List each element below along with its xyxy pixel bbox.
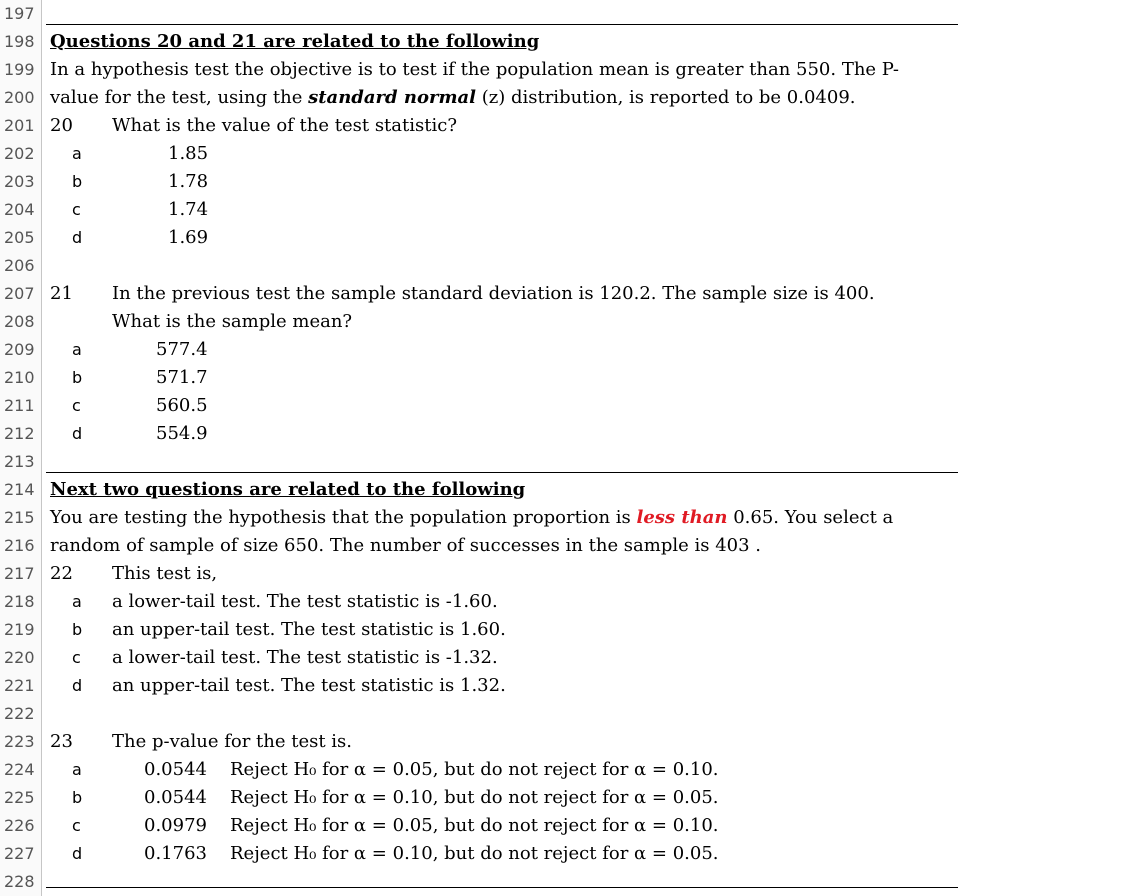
line1-pre: You are testing the hypothesis that the population proportion is: [50, 507, 637, 528]
question-number[interactable]: 22: [50, 563, 73, 584]
option-value[interactable]: an upper-tail test. The test statistic is 1.60.: [112, 619, 506, 640]
option-letter[interactable]: b: [72, 788, 83, 807]
section1-line2[interactable]: [50, 84, 856, 112]
option-letter[interactable]: a: [72, 592, 82, 611]
row-226: [0, 812, 1128, 840]
option-letter[interactable]: a: [72, 340, 82, 359]
row-number[interactable]: 197: [0, 0, 42, 28]
row-199: [0, 56, 1128, 84]
question-number[interactable]: 20: [50, 115, 73, 136]
option-letter[interactable]: c: [72, 396, 81, 415]
question-text[interactable]: The p-value for the test is.: [112, 731, 353, 752]
divider: [46, 887, 958, 888]
row-210: [0, 364, 1128, 392]
row-213: [0, 448, 1128, 476]
row-number[interactable]: 213: [0, 448, 42, 476]
row-number[interactable]: 198: [0, 28, 42, 56]
row-number[interactable]: 202: [0, 140, 42, 168]
row-number[interactable]: 219: [0, 616, 42, 644]
question-text[interactable]: What is the sample mean?: [112, 311, 353, 332]
row-number[interactable]: 207: [0, 280, 42, 308]
row-212: [0, 420, 1128, 448]
row-224: [0, 756, 1128, 784]
row-number[interactable]: 218: [0, 588, 42, 616]
option-value[interactable]: 1.78: [168, 171, 209, 192]
question-number[interactable]: 21: [50, 283, 73, 304]
row-number[interactable]: 227: [0, 840, 42, 868]
option-value[interactable]: a lower-tail test. The test statistic is -1.32.: [112, 647, 498, 668]
row-201: [0, 112, 1128, 140]
row-number[interactable]: 215: [0, 504, 42, 532]
row-number[interactable]: 211: [0, 392, 42, 420]
line1-emphasis: less than: [636, 507, 728, 528]
line1-post: 0.65. You select a: [727, 507, 894, 528]
section1-line1[interactable]: In a hypothesis test the objective is to test if the population mean is greater than 550. The P-: [50, 59, 900, 80]
option-letter[interactable]: b: [72, 172, 83, 191]
row-number[interactable]: 208: [0, 308, 42, 336]
row-number[interactable]: 226: [0, 812, 42, 840]
option-decision[interactable]: Reject H₀ for α = 0.05, but do not reject for α = 0.10.: [230, 759, 719, 780]
row-number[interactable]: 228: [0, 868, 42, 896]
option-letter[interactable]: d: [72, 844, 83, 863]
row-number[interactable]: 225: [0, 784, 42, 812]
row-200: [0, 84, 1128, 112]
row-number[interactable]: 224: [0, 756, 42, 784]
section1-heading[interactable]: Questions 20 and 21 are related to the following: [50, 31, 540, 52]
option-decision[interactable]: Reject H₀ for α = 0.10, but do not reject for α = 0.05.: [230, 787, 719, 808]
option-letter[interactable]: b: [72, 620, 83, 639]
row-number[interactable]: 223: [0, 728, 42, 756]
row-220: [0, 644, 1128, 672]
option-value[interactable]: a lower-tail test. The test statistic is -1.60.: [112, 591, 498, 612]
row-219: [0, 616, 1128, 644]
option-value[interactable]: 1.69: [168, 227, 209, 248]
row-202: [0, 140, 1128, 168]
row-209: [0, 336, 1128, 364]
row-number[interactable]: 204: [0, 196, 42, 224]
row-214: [0, 476, 1128, 504]
row-number[interactable]: 214: [0, 476, 42, 504]
option-pvalue[interactable]: 0.0544: [144, 787, 207, 808]
row-number[interactable]: 217: [0, 560, 42, 588]
option-letter[interactable]: c: [72, 200, 81, 219]
option-letter[interactable]: a: [72, 144, 82, 163]
option-pvalue[interactable]: 0.0979: [144, 815, 207, 836]
row-208: [0, 308, 1128, 336]
row-205: [0, 224, 1128, 252]
row-222: [0, 700, 1128, 728]
row-206: [0, 252, 1128, 280]
option-letter[interactable]: c: [72, 648, 81, 667]
question-text[interactable]: In the previous test the sample standard deviation is 120.2. The sample size is 400.: [112, 283, 875, 304]
divider: [46, 24, 958, 25]
row-211: [0, 392, 1128, 420]
option-value[interactable]: 1.85: [168, 143, 209, 164]
row-number[interactable]: 221: [0, 672, 42, 700]
row-225: [0, 784, 1128, 812]
option-value[interactable]: 560.5: [156, 395, 208, 416]
question-text[interactable]: What is the value of the test statistic?: [112, 115, 457, 136]
row-number[interactable]: 222: [0, 700, 42, 728]
section2-line1[interactable]: [50, 504, 893, 532]
question-number[interactable]: 23: [50, 731, 73, 752]
line2-post: (z) distribution, is reported to be 0.0409.: [475, 87, 856, 108]
option-letter[interactable]: c: [72, 816, 81, 835]
divider: [46, 472, 958, 473]
row-number[interactable]: 205: [0, 224, 42, 252]
row-215: [0, 504, 1128, 532]
option-letter[interactable]: b: [72, 368, 83, 387]
option-value[interactable]: 1.74: [168, 199, 209, 220]
row-number[interactable]: 209: [0, 336, 42, 364]
row-number[interactable]: 203: [0, 168, 42, 196]
row-221: [0, 672, 1128, 700]
option-value[interactable]: 571.7: [156, 367, 208, 388]
row-number[interactable]: 201: [0, 112, 42, 140]
option-letter[interactable]: d: [72, 676, 83, 695]
row-198: [0, 28, 1128, 56]
row-218: [0, 588, 1128, 616]
row-223: [0, 728, 1128, 756]
option-decision[interactable]: Reject H₀ for α = 0.05, but do not reject for α = 0.10.: [230, 815, 719, 836]
row-228: [0, 868, 1128, 896]
row-number[interactable]: 220: [0, 644, 42, 672]
row-number[interactable]: 200: [0, 84, 42, 112]
option-letter[interactable]: a: [72, 760, 82, 779]
question-text[interactable]: This test is,: [112, 563, 218, 584]
option-decision[interactable]: Reject H₀ for α = 0.10, but do not reject for α = 0.05.: [230, 843, 719, 864]
row-204: [0, 196, 1128, 224]
row-number[interactable]: 206: [0, 252, 42, 280]
row-number[interactable]: 210: [0, 364, 42, 392]
line2-emphasis: standard normal: [308, 87, 476, 108]
row-number[interactable]: 212: [0, 420, 42, 448]
row-216: [0, 532, 1128, 560]
option-letter[interactable]: d: [72, 424, 83, 443]
line2-pre: value for the test, using the: [50, 87, 309, 108]
row-217: [0, 560, 1128, 588]
row-number[interactable]: 199: [0, 56, 42, 84]
row-227: [0, 840, 1128, 868]
section2-heading[interactable]: Next two questions are related to the following: [50, 479, 526, 500]
option-value[interactable]: an upper-tail test. The test statistic is 1.32.: [112, 675, 506, 696]
row-203: [0, 168, 1128, 196]
option-pvalue[interactable]: 0.1763: [144, 843, 207, 864]
option-pvalue[interactable]: 0.0544: [144, 759, 207, 780]
row-207: [0, 280, 1128, 308]
option-value[interactable]: 577.4: [156, 339, 208, 360]
row-number[interactable]: 216: [0, 532, 42, 560]
option-value[interactable]: 554.9: [156, 423, 208, 444]
option-letter[interactable]: d: [72, 228, 83, 247]
row-197: [0, 0, 1128, 28]
section2-line2[interactable]: random of sample of size 650. The number of successes in the sample is 403 .: [50, 535, 762, 556]
